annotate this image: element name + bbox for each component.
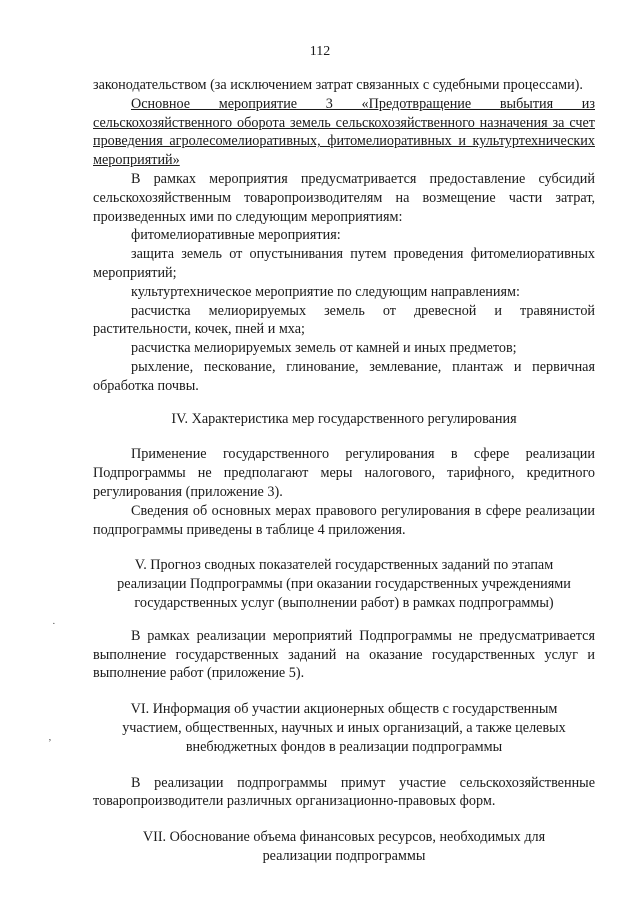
section-6-heading-line: VI. Информация об участии акционерных обществ с государственным xyxy=(130,701,558,718)
page-number: 112 xyxy=(309,44,331,59)
paragraph-clearing-stones: расчистка мелиорируемых земель от камней и иных предметов; xyxy=(131,340,517,357)
section-6-heading-line: участием, общественных, научных и иных организаций, а также целевых xyxy=(122,719,566,736)
paragraph-phyto-measures: фитомелиоративные мероприятия: xyxy=(131,227,341,244)
margin-scan-mark: ʼ xyxy=(48,737,52,749)
paragraph-subsidies: В рамках мероприятия предусматривается предоставление субсидий сельскохозяйственным товаропроизводителям на возмещение части затрат, произведенных ими по следующим мероприятиям: xyxy=(93,170,595,225)
section-6-heading-line: внебюджетных фондов в реализации подпрограммы xyxy=(185,738,503,755)
section-5-heading-line: V. Прогноз сводных показателей государственных заданий по этапам xyxy=(134,557,554,574)
section-6-paragraph-1: В реализации подпрограммы примут участие сельскохозяйственные товаропроизводители различных организационно-правовых форм. xyxy=(93,774,595,810)
section-4-paragraph-2: Сведения об основных мерах правового регулирования в сфере реализации подпрограммы приведены в таблице 4 приложения. xyxy=(93,502,595,538)
section-7-heading-line: VII. Обоснование объема финансовых ресурсов, необходимых для xyxy=(142,829,546,846)
section-5-paragraph-1: В рамках реализации мероприятий Подпрограммы не предусматривается выполнение государственных заданий на оказание государственных услуг и выполнение работ (приложение 5). xyxy=(93,627,595,682)
document-body xyxy=(93,76,595,866)
section-7-heading-line: реализации подпрограммы xyxy=(262,847,426,864)
section-5-heading-line: реализации Подпрограммы (при оказании государственных учреждениями xyxy=(117,576,571,593)
paragraph-desertification: защита земель от опустынивания путем проведения фитомелиоративных мероприятий; xyxy=(93,246,595,281)
margin-scan-mark: · xyxy=(52,618,56,630)
paragraph-soil-treatment: рыхление, пескование, глинование, землевание, плантаж и первичная обработка почвы. xyxy=(93,358,595,394)
paragraph-cultural-measures: культуртехническое мероприятие по следующим направлениям: xyxy=(131,283,520,300)
section-6-heading xyxy=(93,700,595,756)
section-5-heading xyxy=(93,556,595,612)
section-7-heading xyxy=(93,828,595,866)
section-4-heading: IV. Характеристика мер государственного регулирования xyxy=(171,410,517,427)
section-4-paragraph-1: Применение государственного регулирования в сфере реализации Подпрограммы не предполагают меры налогового, тарифного, кредитного регулирования (приложение 3). xyxy=(93,446,595,500)
paragraph-continuation: законодательством (за исключением затрат связанных с судебными процессами). xyxy=(93,77,583,93)
paragraph-measure-3-title: Основное мероприятие 3 «Предотвращение выбытия из сельскохозяйственного оборота земель сельскохозяйственного назначения за счет проведения агролесомелиоративных, фитомелиоративных и культуртехнических мероприятий» xyxy=(93,95,595,169)
paragraph-clearing-vegetation: расчистка мелиорируемых земель от древесной и травянистой растительности, кочек, пней и мха; xyxy=(93,302,595,338)
section-5-heading-line: государственных услуг (выполнении работ) в рамках подпрограммы) xyxy=(134,594,554,611)
